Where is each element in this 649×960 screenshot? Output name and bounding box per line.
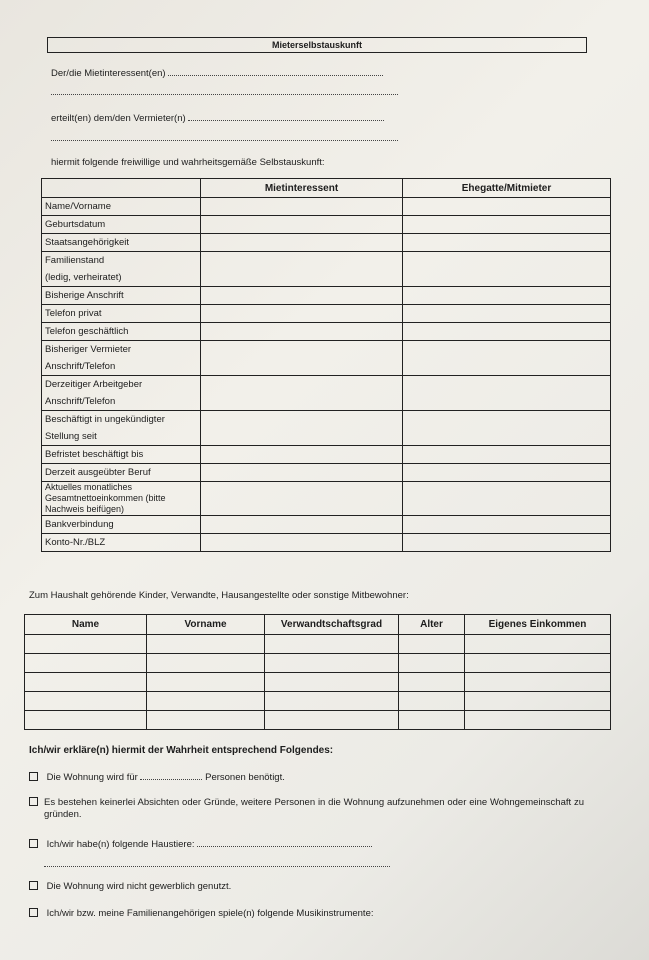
landlord-label: erteilt(en) dem/den Vermieter(n) (51, 113, 186, 124)
persons-post-text: Personen benötigt. (205, 772, 285, 783)
persons-checkbox[interactable] (29, 772, 38, 781)
row-label (42, 323, 201, 341)
declaration-item-pets (29, 837, 589, 851)
applicant-table-row (42, 305, 611, 323)
applicant-input-cell[interactable] (201, 341, 403, 376)
row-label-line: Derzeitiger Arbeitgeber (45, 379, 143, 390)
firstname-cell[interactable] (147, 654, 265, 673)
spouse-input-cell[interactable] (403, 216, 611, 234)
persons-count-field[interactable] (140, 770, 202, 780)
applicant-input-cell[interactable] (201, 216, 403, 234)
relation-cell[interactable] (265, 635, 399, 654)
pets-checkbox[interactable] (29, 839, 38, 848)
applicant-input-cell[interactable] (201, 323, 403, 341)
income-cell[interactable] (465, 635, 611, 654)
age-cell[interactable] (399, 635, 465, 654)
no-additional-checkbox[interactable] (29, 797, 38, 806)
row-label-line: Konto-Nr./BLZ (45, 537, 106, 548)
header-applicant: Mietinteressent (201, 179, 403, 198)
income-cell[interactable] (465, 654, 611, 673)
tenant-fill-line[interactable] (168, 66, 383, 76)
income-cell[interactable] (465, 711, 611, 730)
relation-cell[interactable] (265, 711, 399, 730)
row-label-line: Telefon geschäftlich (45, 326, 129, 337)
instruments-text: Ich/wir bzw. meine Familienangehörigen spiele(n) folgende Musikinstrumente: (46, 908, 374, 919)
row-label (42, 198, 201, 216)
row-label-line: Beschäftigt in ungekündigter (45, 414, 165, 425)
applicant-table-row (42, 198, 611, 216)
commercial-text: Die Wohnung wird nicht gewerblich genutzt. (46, 881, 232, 892)
row-label (42, 305, 201, 323)
applicant-input-cell[interactable] (201, 234, 403, 252)
no-additional-text: Es bestehen keinerlei Absichten oder Gründe, weitere Personen in die Wohnung aufzunehmen oder eine Wohngemeinschaft zu gründen. (44, 797, 584, 820)
spouse-input-cell[interactable] (403, 198, 611, 216)
firstname-cell[interactable] (147, 711, 265, 730)
applicant-table-row (42, 376, 611, 411)
declaration-item-instruments (29, 908, 589, 920)
spouse-input-cell[interactable] (403, 534, 611, 552)
declaration-item-persons (29, 770, 589, 784)
row-label-line: Derzeit ausgeübter Beruf (45, 467, 151, 478)
row-label-line: (ledig, verheiratet) (45, 272, 122, 283)
applicant-input-cell[interactable] (201, 376, 403, 411)
row-label-line: Nachweis beifügen) (45, 504, 125, 514)
name-cell[interactable] (25, 654, 147, 673)
firstname-cell[interactable] (147, 692, 265, 711)
name-cell[interactable] (25, 673, 147, 692)
household-table-row (25, 654, 611, 673)
row-label-line: Bankverbindung (45, 519, 114, 530)
row-label-line: Befristet beschäftigt bis (45, 449, 144, 460)
applicant-table-row (42, 482, 611, 516)
pets-field-line-2[interactable] (44, 866, 390, 867)
applicant-input-cell[interactable] (201, 446, 403, 464)
persons-pre-text: Die Wohnung wird für (46, 772, 138, 783)
applicant-table-row (42, 323, 611, 341)
row-label-line: Staatsangehörigkeit (45, 237, 129, 248)
age-cell[interactable] (399, 692, 465, 711)
applicant-table-row (42, 516, 611, 534)
applicant-table-row (42, 234, 611, 252)
spouse-input-cell[interactable] (403, 341, 611, 376)
applicant-input-cell[interactable] (201, 287, 403, 305)
applicant-input-cell[interactable] (201, 534, 403, 552)
firstname-cell[interactable] (147, 673, 265, 692)
spouse-input-cell[interactable] (403, 516, 611, 534)
applicant-table-row (42, 464, 611, 482)
household-table-header (25, 615, 611, 635)
age-cell[interactable] (399, 673, 465, 692)
applicant-input-cell[interactable] (201, 516, 403, 534)
household-table-row (25, 692, 611, 711)
applicant-input-cell[interactable] (201, 198, 403, 216)
row-label (42, 234, 201, 252)
spouse-input-cell[interactable] (403, 252, 611, 287)
header-blank (42, 179, 201, 198)
form-title-text: Mieterselbstauskunft (271, 40, 363, 50)
age-cell[interactable] (399, 654, 465, 673)
row-label-line: Stellung seit (45, 431, 97, 442)
spouse-input-cell[interactable] (403, 287, 611, 305)
row-label-line: Anschrift/Telefon (45, 396, 116, 407)
row-label (42, 446, 201, 464)
relation-cell[interactable] (265, 692, 399, 711)
row-label (42, 376, 201, 411)
income-cell[interactable] (465, 692, 611, 711)
header-spouse: Ehegatte/Mitmieter (403, 179, 611, 198)
applicant-table-row (42, 446, 611, 464)
applicant-input-cell[interactable] (201, 411, 403, 446)
landlord-fill-line[interactable] (188, 111, 384, 121)
applicant-input-cell[interactable] (201, 305, 403, 323)
spouse-input-cell[interactable] (403, 482, 611, 516)
commercial-checkbox[interactable] (29, 881, 38, 890)
spouse-input-cell[interactable] (403, 411, 611, 446)
row-label-line: Geburtsdatum (45, 219, 106, 230)
spouse-input-cell[interactable] (403, 323, 611, 341)
row-label-line: Telefon privat (45, 308, 102, 319)
landlord-line (51, 111, 384, 124)
header-firstname: Vorname (147, 615, 265, 635)
name-cell[interactable] (25, 711, 147, 730)
row-label-line: Bisheriger Vermieter (45, 344, 132, 355)
landlord-fill-line-2[interactable] (51, 140, 398, 141)
statement-text: hiermit folgende freiwillige und wahrheitsgemäße Selbstauskunft: (51, 157, 325, 168)
row-label-line: Name/Vorname (45, 201, 112, 212)
declaration-item-no-additional (29, 797, 589, 821)
row-label (42, 411, 201, 446)
row-label (42, 516, 201, 534)
pets-text: Ich/wir habe(n) folgende Haustiere: (46, 839, 195, 850)
spouse-input-cell[interactable] (403, 305, 611, 323)
household-label: Zum Haushalt gehörende Kinder, Verwandte, Hausangestellte oder sonstige Mitbewohner: (29, 590, 409, 601)
row-label (42, 464, 201, 482)
row-label (42, 341, 201, 376)
relation-cell[interactable] (265, 673, 399, 692)
tenant-line (51, 66, 383, 79)
spouse-input-cell[interactable] (403, 446, 611, 464)
row-label (42, 287, 201, 305)
header-age: Alter (399, 615, 465, 635)
applicant-table-row (42, 411, 611, 446)
row-label-line: Familienstand (45, 255, 105, 266)
applicant-table-row (42, 287, 611, 305)
instruments-checkbox[interactable] (29, 908, 38, 917)
income-cell[interactable] (465, 673, 611, 692)
household-table-row (25, 673, 611, 692)
household-table-row (25, 635, 611, 654)
applicant-table-row (42, 216, 611, 234)
pets-field[interactable] (197, 837, 372, 847)
age-cell[interactable] (399, 711, 465, 730)
row-label (42, 534, 201, 552)
applicant-table-row (42, 252, 611, 287)
applicant-table-row (42, 341, 611, 376)
declaration-item-commercial (29, 881, 589, 893)
row-label-line: Anschrift/Telefon (45, 361, 116, 372)
header-relation: Verwandtschaftsgrad (265, 615, 399, 635)
spouse-input-cell[interactable] (403, 376, 611, 411)
applicant-table-row (42, 534, 611, 552)
tenant-label: Der/die Mietinteressent(en) (51, 68, 166, 79)
header-name: Name (25, 615, 147, 635)
name-cell[interactable] (25, 692, 147, 711)
applicant-input-cell[interactable] (201, 482, 403, 516)
declaration-heading: Ich/wir erkläre(n) hiermit der Wahrheit entsprechend Folgendes: (29, 745, 334, 756)
row-label-line: Bisherige Anschrift (45, 290, 124, 301)
relation-cell[interactable] (265, 654, 399, 673)
household-table (24, 614, 611, 730)
row-label (42, 252, 201, 287)
row-label-line: Gesamtnettoeinkommen (bitte (45, 493, 166, 503)
name-cell[interactable] (25, 635, 147, 654)
applicant-input-cell[interactable] (201, 252, 403, 287)
applicant-input-cell[interactable] (201, 464, 403, 482)
row-label (42, 482, 201, 516)
spouse-input-cell[interactable] (403, 234, 611, 252)
household-table-row (25, 711, 611, 730)
spouse-input-cell[interactable] (403, 464, 611, 482)
header-income: Eigenes Einkommen (465, 615, 611, 635)
row-label-line: Aktuelles monatliches (45, 482, 133, 492)
applicant-table (41, 178, 611, 552)
row-label (42, 216, 201, 234)
firstname-cell[interactable] (147, 635, 265, 654)
form-title (47, 37, 587, 53)
applicant-table-header (42, 179, 611, 198)
tenant-fill-line-2[interactable] (51, 94, 398, 95)
